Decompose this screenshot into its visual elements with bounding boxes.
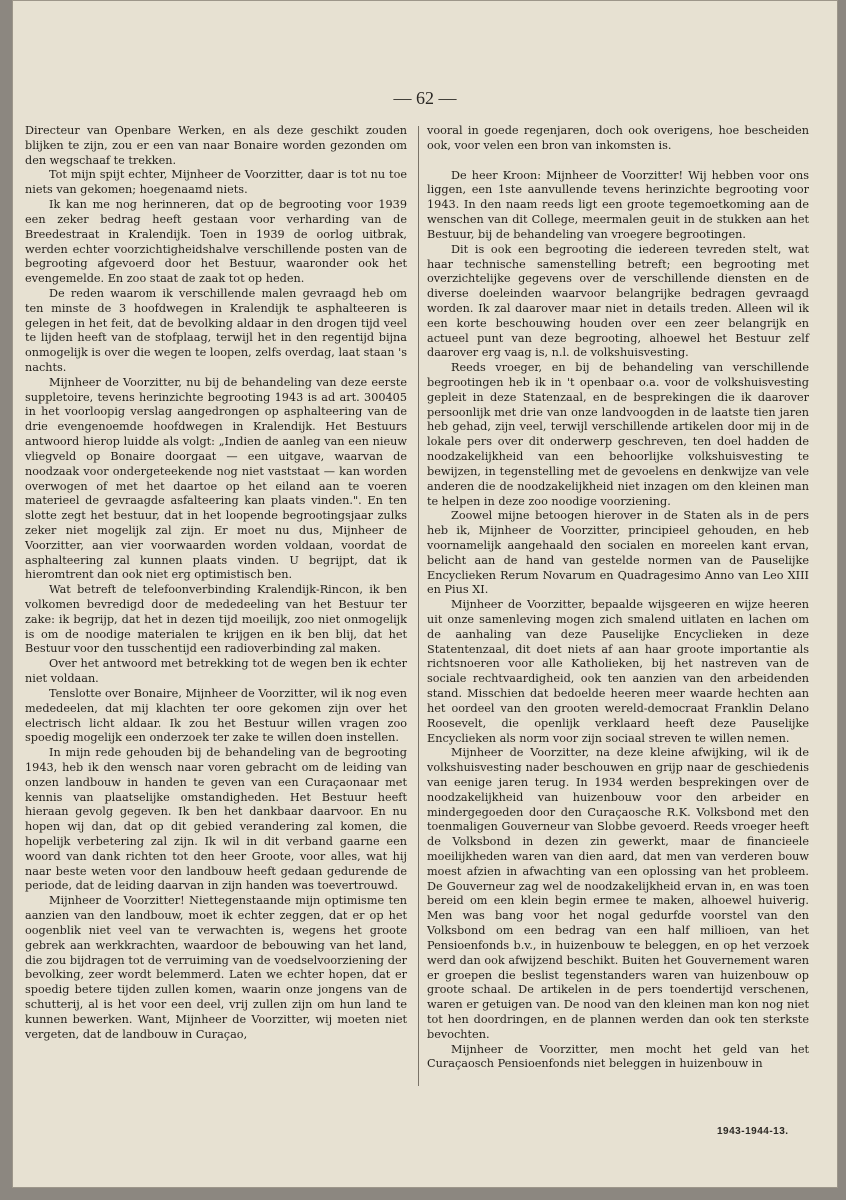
paragraph: Ik kan me nog herinneren, dat op de begrooting voor 1939 een zeker bedrag heeft gestaan voor verharding van de Breedestraat in Kralendijk. Toen in 1939 de oorlog uitbrak, werden echter voorzichtigheidshalve verschillende posten van de begrooting afgevoerd door het Bestuur, waaronder ook het evengemelde. En zoo staat de zaak tot op heden. (25, 198, 407, 286)
paragraph: Tot mijn spijt echter, Mijnheer de Voorzitter, daar is tot nu toe niets van gekomen; hoegenaamd niets. (25, 168, 407, 197)
paragraph: Mijnheer de Voorzitter! Niettegenstaande mijn optimisme ten aanzien van den landbouw, moet ik echter zeggen, dat er op het oogenblik niet veel van te verwachten is, wegens het groote gebrek aan werkkrachten, waardoor de bebouwing van het land, die zou bijdragen tot de verruiming van de voedselvoorziening der bevolking, zeer wordt belemmerd. Laten we echter hopen, dat er spoedig betere tijden zullen komen, waarin onze jongens van de schutterij, al is het voor een deel, vrij zullen zijn om hun land te kunnen bewerken. Want, Mijnheer de Voorzitter, wij moeten niet vergeten, dat de landbouw in Curaçao, (25, 894, 407, 1041)
page-number: — 62 — (393, 88, 457, 108)
paragraph: Mijnheer de Voorzitter, men mocht het geld van het Curaçaosch Pensioenfonds niet beleggen in huizenbouw in (427, 1042, 809, 1071)
right-column (427, 124, 809, 1072)
paragraph: Dit is ook een begrooting die iedereen tevreden stelt, wat haar technische samenstelling betreft; een begrooting met overzichtelijke gegevens over de verschillende diensten en de diverse doeleinden waarvoor belangrijke bedragen gevraagd worden. Ik zal daarover maar niet in details treden. Alleen wil ik een korte beschouwing houden over een zeer belangrijk en actueel punt van deze begrooting, alhoewel het Bestuur zelf daarover erg vaag is, n.l. de volkshuisvesting. (427, 242, 809, 360)
document-page (12, 0, 838, 1188)
paragraph: Zoowel mijne betoogen hierover in de Staten als in de pers heb ik, Mijnheer de Voorzitter, principieel gehouden, en heb voornamelijk aangehaald den socialen en moreelen kant ervan, belicht aan de hand van gestelde normen van de Pauselijke Encyclieken Rerum Novarum en Quadragesimo Anno van Leo XIII en Pius XI. (427, 509, 809, 597)
paragraph: Wat betreft de telefoonverbinding Kralendijk-Rincon, ik ben volkomen bevredigd door de mededeeling van het Bestuur ter zake: ik begrijp, dat het in dezen tijd moeilijk, zoo niet onmogelijk is om de noodige materialen te krijgen en ik ben blij, dat het Bestuur voor den tusschentijd een radioverbinding zal maken. (25, 583, 407, 656)
paragraph: De reden waarom ik verschillende malen gevraagd heb om ten minste de 3 hoofdwegen in Kralendijk te asphalteeren is gelegen in het feit, dat de bevolking aldaar in den drogen tijd veel te lijden heeft van de stofplaag, terwijl het in den regentijd bijna onmogelijk is over die wegen te loopen, zelfs overdag, laat staan 's nachts. (25, 286, 407, 374)
column-divider (418, 126, 419, 1086)
footer-stamp: 1943-1944-13. (717, 1126, 789, 1137)
paragraph: De heer Kroon: Mijnheer de Voorzitter! Wij hebben voor ons liggen, een 1ste aanvullende tevens herinzichte begrooting voor 1943. In den naam reeds ligt een groote tegemoetkoming aan de wenschen van dit College, meermalen geuit in de stukken aan het Bestuur, bij de behandeling van vroegere begrootingen. (427, 168, 809, 241)
paragraph: Directeur van Openbare Werken, en als deze geschikt zouden blijken te zijn, zou er een van naar Bonaire worden gezonden om den wegschaaf te trekken. (25, 124, 407, 167)
paragraph: Tenslotte over Bonaire, Mijnheer de Voorzitter, wil ik nog even mededeelen, dat mij klachten ter oore gekomen zijn over het electrisch licht aldaar. Ik zou het Bestuur willen vragen zoo spoedig mogelijk een onderzoek ter zake te willen doen instellen. (25, 686, 407, 745)
left-column (25, 124, 407, 1042)
paragraph: Reeds vroeger, en bij de behandeling van verschillende begrootingen heb ik in 't openbaar o.a. voor de volkshuisvesting gepleit in deze Statenzaal, en de besprekingen die ik daarover persoonlijk met drie van onze landvoogden in de laatste tien jaren heb gehad, zijn veel, terwijl verschillende artikelen door mij in de lokale pers over dit onderwerp geschreven, ten doel hadden de noodzakelijkheid van een behoorlijke volkshuisvesting te bewijzen, in tegenstelling met de gevoelens en denkwijze van vele anderen die de noodzakelijkheid niet inzagen om den kleinen man te helpen in deze zoo noodige voorziening. (427, 361, 809, 508)
paragraph: Over het antwoord met betrekking tot de wegen ben ik echter niet voldaan. (25, 657, 407, 686)
paragraph: Mijnheer de Voorzitter, na deze kleine afwijking, wil ik de volkshuisvesting nader beschouwen en grijp naar de geschiedenis van eenige jaren terug. In 1934 werden besprekingen over de noodzakelijkheid van huizenbouw voor den arbeider en mindergegoeden door den Curaçaosche R.K. Volksbond met den toenmaligen Gouverneur van Slobbe gevoerd. Reeds vroeger heeft de Volksbond in dezen zin gewerkt, maar de financieele moeilijkheden waren van dien aard, dat men van verderen bouw moest afzien in afwachting van een oplossing van het probleem. De Gouverneur zag wel de noodzakelijkheid ervan in, en was toen bereid om een klein begin ermee te maken, alhoewel huiverig. Men was bang voor het nogal gedurfde voorstel van den Volksbond om een bedrag van een half millioen, van het Pensioenfonds b.v., in huizenbouw te beleggen, en op het verzoek werd dan ook afwijzend beschikt. Buiten het Gouvernement waren er groepen die beslist tegenstanders waren van huizenbouw op groote schaal. De artikelen in de pers toendertijd verschenen, waren er getuigen van. De nood van den kleinen man kon nog niet tot hen doordringen, en de plannen werden dan ook ten sterkste bevochten. (427, 746, 809, 1041)
paragraph: Mijnheer de Voorzitter, bepaalde wijsgeeren en wijze heeren uit onze samenleving mogen zich smalend uitlaten en lachen om de aanhaling van deze Pauselijke Encyclieken in deze Statentenzaal, dit doet niets af aan haar groote importantie als richtsnoeren voor alle Katholieken, bij het nastreven van de sociale rechtvaardigheid, ook ten aanzien van den arbeidenden stand. Misschien dat bedoelde heeren meer waarde hechten aan het oordeel van den grooten wereld-democraat Franklin Delano Roosevelt, die openlijk verklaard heeft deze Pauselijke Encyclieken als norm voor zijn sociaal streven te willen nemen. (427, 598, 809, 745)
paragraph: Mijnheer de Voorzitter, nu bij de behandeling van deze eerste suppletoire, tevens herinzichte begrooting 1943 is ad art. 300405 in het voorloopig verslag aangedrongen op asphalteering van de drie evengenoemde hoofdwegen in Kralendijk. Het Bestuurs antwoord hierop luidde als volgt: „Indien de aanleg van een nieuw vliegveld op Bonaire doorgaat — een uitgave, waarvan de noodzaak voor ondergeteekende nog niet vaststaat — kan worden overwogen of met het daartoe op het eiland aan te voeren materieel de gevraagde asfalteering kan plaats vinden.". En ten slotte zegt het bestuur, dat in het loopende begrootingsjaar zulks zeker niet mogelijk zal zijn. Er moet nu dus, Mijnheer de Voorzitter, aan vier voorwaarden worden voldaan, voordat de asphalteering zal kunnen plaats vinden. U begrijpt, dat ik hieromtrent dan ook niet erg optimistisch ben. (25, 375, 407, 582)
paragraph: In mijn rede gehouden bij de behandeling van de begrooting 1943, heb ik den wensch naar voren gebracht om de leiding van onzen landbouw in handen te geven van een Curaçaonaar met kennis van plaatselijke omstandigheden. Het Bestuur heeft hieraan gevolg gegeven. Ik ben het dankbaar daarvoor. En nu hopen wij dan, dat op dit gebied verandering zal komen, die hopelijk verbetering zal zijn. Ik wil in dit verband gaarne een woord van dank richten tot den heer Groote, voor alles, wat hij naar beste weten voor den landbouw heeft gedaan gedurende de periode, dat de leiding daarvan in zijn handen was toevertrouwd. (25, 746, 407, 893)
paragraph: vooral in goede regenjaren, doch ook overigens, hoe bescheiden ook, voor velen een bron van inkomsten is. (427, 124, 809, 152)
